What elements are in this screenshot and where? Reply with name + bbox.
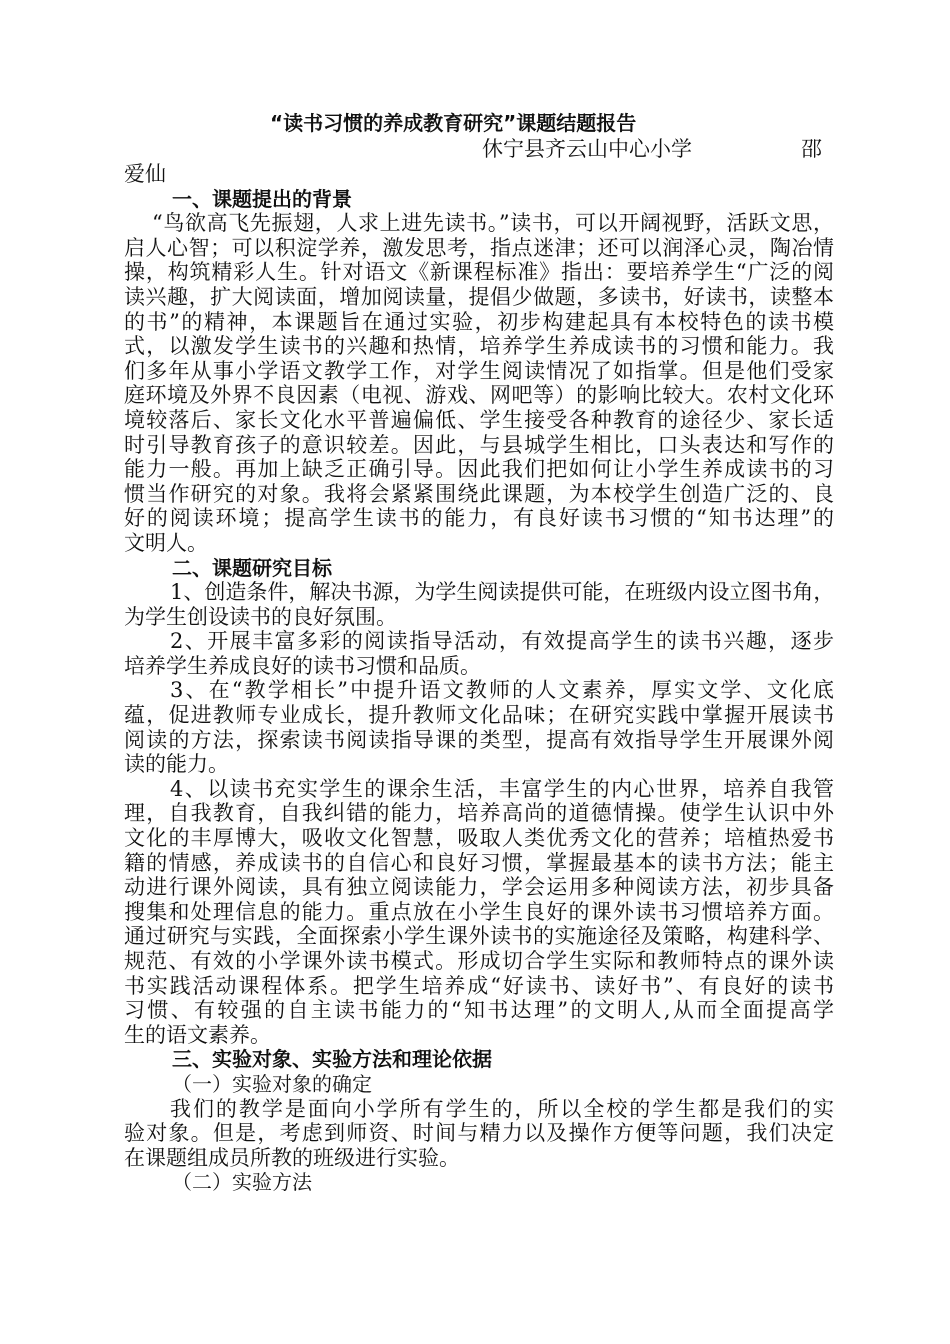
paragraph — [124, 777, 834, 1048]
paragraph-line: 理，自我教育，自我纠错的能力，培养高尚的道德情操。使学生认识中外 — [124, 801, 834, 826]
paragraph-line: 通过研究与实践，全面探索小学生课外读书的实施途径及策略，构建科学、 — [124, 924, 834, 949]
paragraph-line: 时引导教育孩子的意识较差。因此，与县城学生相比，口头表达和写作的 — [124, 432, 834, 457]
paragraph-line: 能力一般。再加上缺乏正确引导。因此我们把如何让小学生养成读书的习 — [124, 457, 834, 482]
paragraph-line: 蕴，促进教师专业成长，提升教师文化品味；在研究实践中掌握开展读书 — [124, 703, 834, 728]
paragraph-line: 生的语文素养。 — [124, 1022, 271, 1047]
paragraph-line: 动进行课外阅读，具有独立阅读能力，学会运用多种阅读方法，初步具备 — [124, 875, 834, 900]
section-heading: 二、课题研究目标 — [172, 555, 332, 580]
paragraph-line: 的书”的精神，本课题旨在通过实验，初步构建起具有本校特色的读书模 — [124, 309, 834, 334]
paragraph-line: 阅读的方法，探索读书阅读指导课的类型，提高有效指导学生开展课外阅 — [124, 727, 834, 752]
paragraph — [124, 678, 834, 776]
paragraph-line: 规范、有效的小学课外读书模式。形成切合学生实际和教师特点的课外读 — [124, 949, 834, 973]
paragraph-line: 习惯、有较强的自主读书能力的“知书达理”的文明人,从而全面提高学 — [124, 998, 834, 1023]
author-surname: 邵 — [801, 137, 822, 161]
document-title: “读书习惯的养成教育研究”课题结题报告 — [270, 111, 637, 135]
paragraph — [124, 580, 834, 629]
school-name: 休宁县齐云山中心小学 — [482, 137, 692, 161]
section-heading: 三、实验对象、实验方法和理论依据 — [172, 1047, 492, 1072]
paragraph-line: 惯当作研究的对象。我将会紧紧围绕此课题，为本校学生创造广泛的、良 — [124, 481, 834, 506]
paragraph-line: 我们的教学是面向小学所有学生的，所以全校的学生都是我们的实 — [170, 1096, 834, 1121]
paragraph-line: 书实践活动课程体系。把学生培养成“好读书、读好书”、有良好的读书 — [124, 973, 834, 998]
paragraph-line: “鸟欲高飞先振翅，人求上进先读书。”读书，可以开阔视野，活跃文思， — [152, 211, 834, 236]
author-given-name: 爱仙 — [124, 162, 166, 186]
paragraph-line: 为学生创设读书的良好氛围。 — [124, 604, 397, 629]
section-heading: 一、课题提出的背景 — [172, 186, 352, 211]
paragraph-line: 式，以激发学生读书的兴趣和热情，培养学生养成读书的习惯和能力。我 — [124, 334, 834, 359]
paragraph-line: 启人心智；可以积淀学养，激发思考，指点迷津；还可以润泽心灵，陶冶情 — [124, 235, 834, 260]
paragraph-line: 在课题组成员所教的班级进行实验。 — [124, 1145, 460, 1170]
paragraph-line: 搜集和处理信息的能力。重点放在小学生良好的课外读书习惯培养方面。 — [124, 899, 834, 924]
paragraph-line: 文化的丰厚博大，吸收文化智慧，吸取人类优秀文化的营养；培植热爱书 — [124, 826, 834, 851]
paragraph — [124, 1097, 834, 1171]
paragraph-line: 们多年从事小学语文教学工作，对学生阅读情况了如指掌。但是他们受家 — [124, 358, 834, 383]
subsection-heading: （一）实验对象的确定 — [172, 1071, 372, 1096]
paragraph-line: 境较落后、家长文化水平普遍偏低、学生接受各种教育的途径少、家长适 — [124, 407, 834, 432]
document-page — [124, 110, 834, 1195]
paragraph-line: 1、创造条件，解决书源，为学生阅读提供可能，在班级内设立图书角， — [170, 580, 835, 605]
paragraph — [124, 211, 834, 555]
paragraph-line: 培养学生养成良好的读书习惯和品质。 — [124, 653, 481, 678]
paragraph-line: 读兴趣，扩大阅读面，增加阅读量，提倡少做题，多读书，好读书，读整本 — [124, 284, 834, 309]
paragraph-line: 庭环境及外界不良因素（电视、游戏、网吧等）的影响比较大。农村文化环 — [124, 383, 834, 408]
paragraph-line: 2、开展丰富多彩的阅读指导活动，有效提高学生的读书兴趣，逐步 — [170, 629, 834, 654]
paragraph-line: 4、以读书充实学生的课余生活，丰富学生的内心世界，培养自我管 — [170, 776, 834, 801]
paragraph-line: 3、在“教学相长”中提升语文教师的人文素养，厚实文学、文化底 — [170, 678, 834, 703]
subsection-heading: （二）实验方法 — [172, 1170, 312, 1195]
paragraph-line: 操，构筑精彩人生。针对语文《新课程标准》指出：要培养学生“广泛的阅 — [124, 260, 834, 285]
paragraph-line: 籍的情感，养成读书的自信心和良好习惯，掌握最基本的读书方法；能主 — [124, 850, 834, 875]
paragraph-line: 读的能力。 — [124, 752, 229, 777]
paragraph — [124, 629, 834, 678]
author-line — [124, 136, 834, 162]
paragraph-line: 验对象。但是，考虑到师资、时间与精力以及操作方便等问题，我们决定 — [124, 1121, 834, 1146]
paragraph-line: 文明人。 — [124, 530, 208, 555]
paragraph-line: 好的阅读环境；提高学生读书的能力，有良好读书习惯的“知书达理”的 — [124, 506, 834, 531]
